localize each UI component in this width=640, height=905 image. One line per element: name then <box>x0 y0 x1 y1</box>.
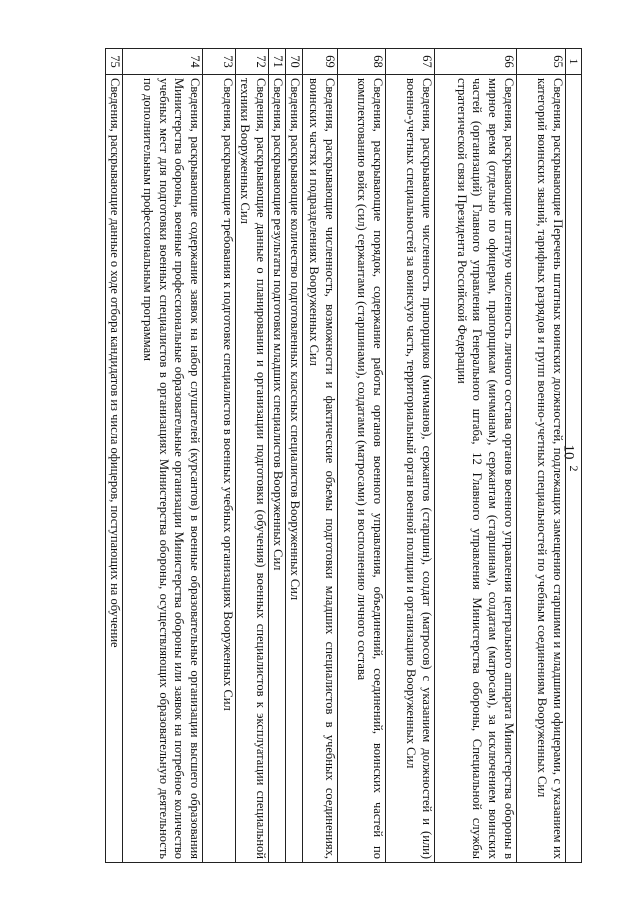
header-cell-number: 1 <box>565 49 581 75</box>
row-text: Сведения, раскрывающие данные о ходе отбора кандидатов из числа офицеров, поступающих на обучение <box>106 75 123 863</box>
row-text: Сведения, раскрывающие Перечень штатных воинских должностей, подлежащих замещению старшими и младшими офицерами, с указанием их категорий воинских званий, тарифных разрядов и групп военно-учетных специальностей по учебным соединениям Вооруженных Сил <box>516 75 565 863</box>
row-text: Сведения, раскрывающие количество подготовленных классных специалистов Вооруженных Сил <box>285 75 302 863</box>
row-number: 72 <box>236 49 269 75</box>
table-row <box>236 49 269 863</box>
row-text: Сведения, раскрывающие результаты подготовки младших специалистов Вооруженных Сил <box>269 75 286 863</box>
row-number: 68 <box>337 49 385 75</box>
table-row <box>434 49 516 863</box>
table-row <box>269 49 286 863</box>
table-row <box>203 49 236 863</box>
row-text: Сведения, раскрывающие содержание заявок на набор слушателей (курсантов) в военные образовательные организации высшего образования Министерства обороны, военные профессиональные образовательные организации Министерства обороны или заявок на потребное количество учебных мест для подготовки военных специалистов в организациях Министерства обороны, осуществляющих образовательную деятельность по дополнительным профессиональным программам <box>123 75 203 863</box>
table-row <box>337 49 385 863</box>
row-number: 75 <box>106 49 123 75</box>
header-cell-description: 2 <box>565 75 581 863</box>
table-row <box>302 49 337 863</box>
table-header-row <box>565 49 581 863</box>
document-table <box>105 48 582 863</box>
row-text: Сведения, раскрывающие штатную численность личного состава органов военного управления центрального аппарата Министерства обороны в мирное время (отдельно по офицерам, прапорщикам (мичманам), сержантам (старшинам), солдатам (матросам), за исключением воинских частей (организаций) Главного управления Генерального штаба, 12 Главного управления Министерства обороны, Специальной службы стратегической связи Президента Российской Федерации <box>434 75 516 863</box>
row-number: 74 <box>123 49 203 75</box>
table-row <box>106 49 123 863</box>
table-row <box>385 49 434 863</box>
row-text: Сведения, раскрывающие порядок, содержание работы органов военного управления, объединений, соединений, воинских частей по комплектованию войск (сил) сержантами (старшинами), солдатами (матросами) и восполнению личного состава <box>337 75 385 863</box>
table-row <box>516 49 565 863</box>
row-number: 69 <box>302 49 337 75</box>
rotated-page-content <box>108 48 582 863</box>
row-number: 65 <box>516 49 565 75</box>
row-text: Сведения, раскрывающие данные о планировании и организации подготовки (обучения) военных специалистов к эксплуатации специальной техники Вооруженных Сил <box>236 75 269 863</box>
row-number: 67 <box>385 49 434 75</box>
row-number: 71 <box>269 49 286 75</box>
table-row <box>123 49 203 863</box>
row-text: Сведения, раскрывающие численность прапорщиков (мичманов), сержантов (старшин), солдат (матросов) с указанием должностей и (или) военно-учетных специальностей за воинскую часть, территориальный орган военной полиции и организацию Вооруженных Сил <box>385 75 434 863</box>
row-text: Сведения, раскрывающие численность, возможности и фактические объемы подготовки младших специалистов в учебных соединениях, воинских частях и подразделениях Вооруженных Сил <box>302 75 337 863</box>
row-number: 70 <box>285 49 302 75</box>
row-number: 73 <box>203 49 236 75</box>
row-text: Сведения, раскрывающие требования к подготовке специалистов в военных учебных организациях Вооруженных Сил <box>203 75 236 863</box>
row-number: 66 <box>434 49 516 75</box>
page-number: 10 <box>560 444 577 460</box>
table-row <box>285 49 302 863</box>
